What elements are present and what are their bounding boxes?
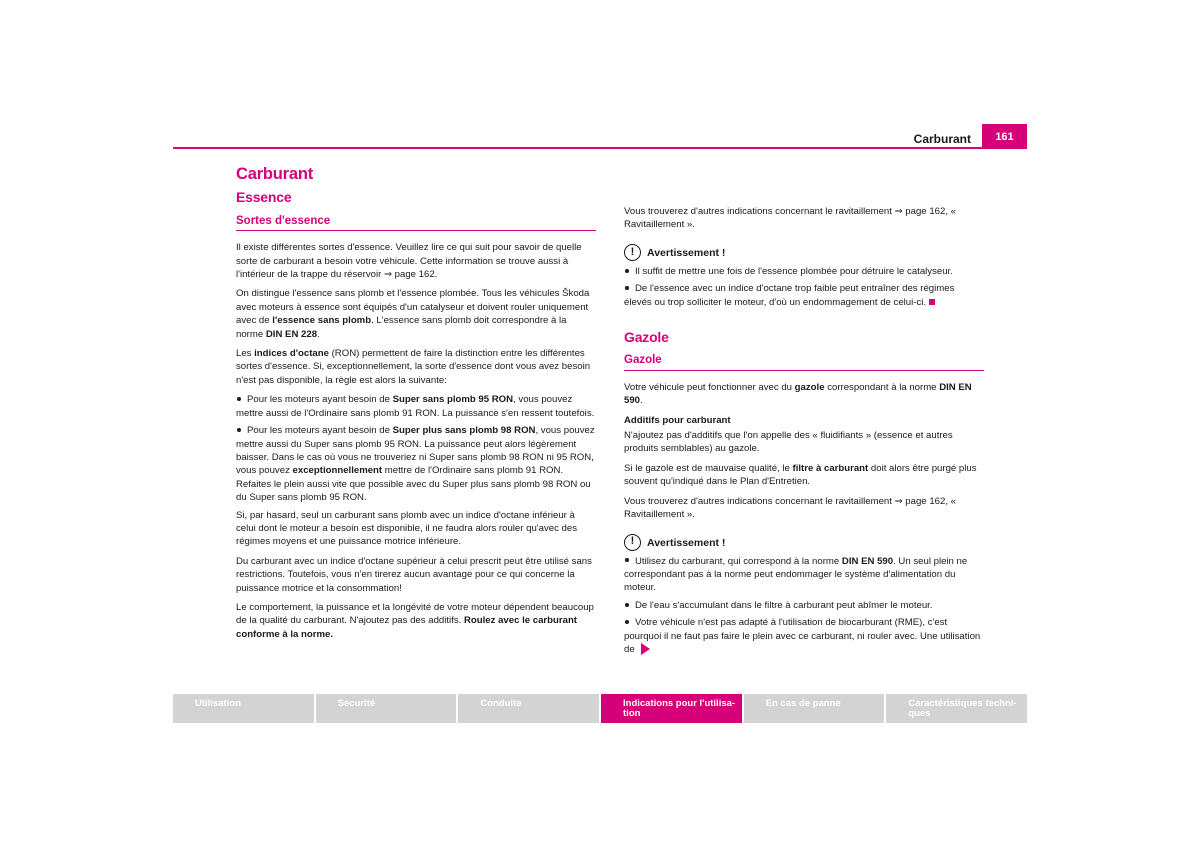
bullet-icon bbox=[625, 286, 629, 290]
warning-title: Avertissement ! bbox=[647, 537, 726, 550]
tab-utilisation[interactable]: Utilisation bbox=[173, 694, 314, 723]
end-marker-icon bbox=[929, 299, 935, 305]
paragraph: N'ajoutez pas d'additifs que l'on appelle des « fluidifiants » (essence et autres produits semblables) au gazole. bbox=[624, 430, 953, 455]
paragraph: Votre véhicule peut fonctionner avec du gazole correspondant à la norme DIN EN 590. bbox=[624, 381, 972, 407]
tab-en-cas-de-panne[interactable]: En cas de panne bbox=[744, 694, 885, 723]
continue-arrow-icon bbox=[641, 643, 650, 655]
warning-header bbox=[624, 244, 984, 261]
subsection-title-sortes: Sortes d'essence bbox=[236, 215, 596, 231]
list-item: Votre véhicule n'est pas adapté à l'utilisation de biocarburant (RME), c'est pourquoi il ne faut pas faire le plein avec ce carburant, ni rouler avec. Une utilisation de bbox=[624, 617, 981, 655]
list-item: Il suffit de mettre une fois de l'essence plombée pour détruire le catalyseur. bbox=[624, 265, 984, 278]
chapter-tabs bbox=[173, 694, 1027, 723]
paragraph: Les indices d'octane (RON) permettent de faire la distinction entre les différentes sortes d'essence. Si, exceptionnellement, la sorte d'essence dont vous avez besoin n'est pas disponible, la règle est alors la suivante: bbox=[236, 348, 591, 386]
warning-header bbox=[624, 534, 984, 551]
warning-icon: ! bbox=[624, 244, 641, 261]
tab-conduite[interactable]: Conduite bbox=[458, 694, 599, 723]
bullet-icon bbox=[625, 269, 629, 273]
left-column bbox=[236, 165, 596, 647]
tab-caracteristiques[interactable]: Caractéristiques techni- ques bbox=[886, 694, 1027, 723]
warning-title: Avertissement ! bbox=[647, 247, 726, 260]
subheading-additifs: Additifs pour carburant bbox=[624, 414, 731, 426]
header-rule bbox=[173, 147, 1027, 149]
list-item: De l'essence avec un indice d'octane trop faible peut entraîner des régimes élevés ou trop solliciter le moteur, d'où un endommagement de celui-ci. bbox=[624, 283, 955, 308]
paragraph: Le comportement, la puissance et la longévité de votre moteur dépendent beaucoup de la qualité du carburant. N'ajoutez pas des additifs. Roulez avec le carburant conforme à la norme. bbox=[236, 601, 594, 640]
running-header-title: Carburant bbox=[913, 132, 971, 146]
subsection-title-gazole: Gazole bbox=[624, 354, 984, 370]
section-title-gazole: Gazole bbox=[624, 329, 669, 346]
right-column bbox=[624, 205, 984, 660]
page-number: 161 bbox=[982, 124, 1027, 149]
bullet-icon bbox=[625, 603, 629, 607]
tab-indications[interactable]: Indications pour l'utilisa- tion bbox=[601, 694, 742, 723]
bullet-icon bbox=[625, 620, 629, 624]
list-item: De l'eau s'accumulant dans le filtre à carburant peut abîmer le moteur. bbox=[624, 599, 984, 612]
chapter-title: Carburant bbox=[236, 165, 314, 183]
section-title-essence: Essence bbox=[236, 189, 292, 206]
list-item: Utilisez du carburant, qui correspond à la norme DIN EN 590. Un seul plein ne correspondant pas à la norme peut endommager le système d'alimentation du moteur. bbox=[624, 555, 968, 594]
bullet-icon bbox=[237, 397, 241, 401]
paragraph: Si, par hasard, seul un carburant sans plomb avec un indice d'octane inférieur à celui dont le moteur a besoin est disponible, il ne faudra alors rouler qu'avec des régimes moyens et une puissance motrice inférieure. bbox=[236, 509, 578, 548]
paragraph: On distingue l'essence sans plomb et l'essence plombée. Tous les véhicules Škoda avec moteurs à essence sont équipés d'un catalyseur et doivent rouler uniquement avec de l'essence sans plomb. L'essence sans plomb doit correspondre à la norme DIN EN 228. bbox=[236, 288, 590, 340]
paragraph: Si le gazole est de mauvaise qualité, le filtre à carburant doit alors être purgé plus souvent qu'indiqué dans le Plan d'Entretien. bbox=[624, 462, 977, 488]
list-item: Pour les moteurs ayant besoin de Super plus sans plomb 98 RON, vous pouvez mettre aussi du Super sans plomb 95 RON. La puissance peut alors légèrement baisser. Dans le cas où vous ne trouveriez ni Super sans plomb 98 RON ni 95 RON, vous pouvez exceptionnellement mettre de l'Ordinaire sans plomb 91 RON. Refaites le plein aussi vite que possible avec du Super plus sans plomb 98 RON ou du Super sans plomb 95 RON. bbox=[236, 425, 595, 504]
paragraph: Il existe différentes sortes d'essence. Veuillez lire ce qui suit pour savoir de quelle sorte de carburant a besoin votre véhicule. Cette information se trouve aussi à l'intérieur de la trappe du réservoir ⇒ page 162. bbox=[236, 242, 582, 281]
tab-securite[interactable]: Sécurité bbox=[316, 694, 457, 723]
warning-icon: ! bbox=[624, 534, 641, 551]
paragraph: Vous trouverez d'autres indications concernant le ravitaillement ⇒ page 162, « Ravitaillement ». bbox=[624, 206, 956, 231]
bullet-icon bbox=[625, 558, 629, 562]
paragraph: Vous trouverez d'autres indications concernant le ravitaillement ⇒ page 162, « Ravitaillement ». bbox=[624, 495, 956, 521]
paragraph: Du carburant avec un indice d'octane supérieur à celui prescrit peut être utilisé sans restrictions. Toutefois, vous n'en tirerez aucun avantage pour ce qui concerne la puissance motrice et la consommation! bbox=[236, 555, 592, 594]
bullet-icon bbox=[237, 428, 241, 432]
list-item: Pour les moteurs ayant besoin de Super sans plomb 95 RON, vous pouvez mettre aussi de l'Ordinaire sans plomb 91 RON. La puissance s'en ressent toutefois. bbox=[236, 394, 595, 419]
